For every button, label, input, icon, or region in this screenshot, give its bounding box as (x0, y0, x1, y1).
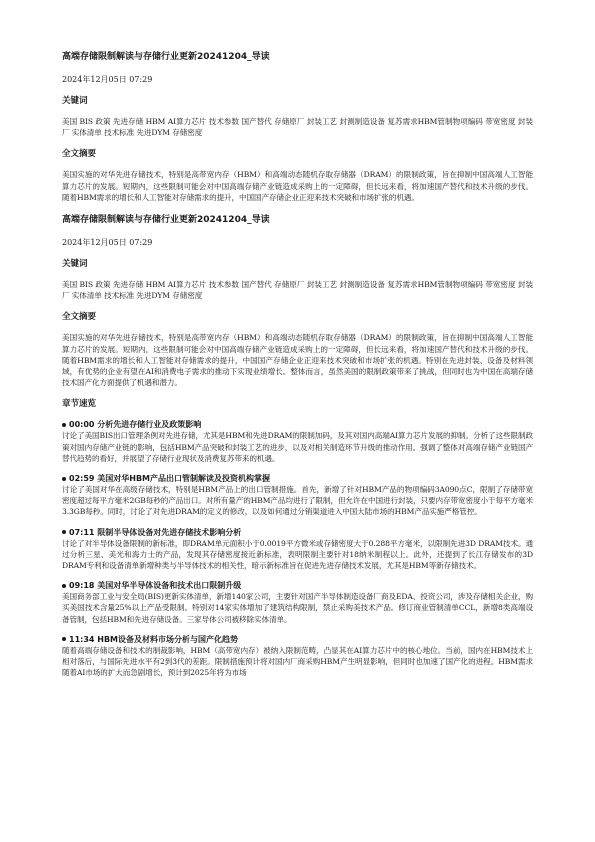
chapter-heading: 00:00 分析先进存储行业及政策影响 (69, 420, 202, 430)
chapter-text: 随着高端存储设备和技术的制裁影响，HBM（高带宽内存）被纳入限制范畴，凸显其在AI算力芯片中的核心地位。当前，国内在HBM技术上相对落后，与国际先进水平有2到3代的差距。限制措施预计将对国内厂商采购HBM产生明显影响，但同时也加速了国产化的进程。HBM需求随着AI市场的扩大而急剧增长，预计到2025年将为市场 (62, 645, 533, 678)
chapter-item (62, 473, 533, 518)
chapter-item (62, 527, 533, 572)
summary-text: 美国实施的对华先进存储技术，特别是高带宽内存（HBM）和高端动态随机存取存储器（DRAM）的限制政策，旨在抑制中国高端人工智能算力芯片的发展。短期内，这些限制可能会对中国高端存储产业链造成采购上的一定障碍，但长远来看，将加速国产替代和技术升级的步伐。随着HBM需求的增长和人工智能对存储需求的提升，中国国产存储企业正迎来技术突破和市场扩张的机遇。 (62, 170, 533, 202)
chapter-text: 讨论了美国BIS出口管理条例对先进存储，尤其是HBM和先进DRAM的限制加码，及其对国内高端AI算力芯片发展的抑制。分析了这些限制政策对国内存储产业链的影响，包括HBM产品突破和封装工艺的进步，以及对相关制造环节升级的推动作用。强调了整体对高端存储产业链国产替代趋势的看好，并展望了存储行业现状及消费复苏带来的机遇。 (62, 431, 533, 463)
chapter-item (62, 419, 533, 464)
document-title: 高端存储限制解读与存储行业更新20241204_导读 (62, 52, 270, 62)
bullet-icon (62, 477, 66, 481)
summary-label-repeat: 全文摘要 (62, 312, 97, 323)
chapter-item (62, 634, 533, 679)
chapter-heading: 11:34 HBM设备及材料市场分析与国产化趋势 (69, 634, 239, 644)
document-date: 2024年12月05日 07:29 (62, 75, 153, 84)
chapter-text: 讨论了美国对华在高级存储技术，特别是HBM产品上的出口管制措施。首先，新增了针对HBM产品的物项编码3A090点C，限制了存储带宽密度超过每平方毫米2GB每秒的产品出口。对所有量产的HBM产品均进行了限制，但允许在中国进行封装，只要内存带宽密度小于每平方毫米3.3GB每秒。同时，讨论了对先进DRAM的定义的修改，以及如何通过分销渠道进入中国大陆市场的HBM产品实施严格管控。 (62, 485, 533, 517)
keywords-label-repeat: 关键词 (62, 259, 88, 270)
document-title-repeat: 高端存储限制解读与存储行业更新20241204_导读 (62, 215, 270, 226)
chapter-heading: 02:59 美国对华HBM产品出口管制解读及投资机构掌握 (69, 474, 271, 484)
summary-label: 全文摘要 (62, 149, 97, 160)
chapters-label: 章节速览 (62, 399, 97, 410)
bullet-icon (62, 584, 66, 588)
chapter-item (62, 580, 533, 625)
keywords-text: 美国 BIS 政策 先进存储 HBM AI算力芯片 技术参数 国产替代 存储原厂 封装工艺 封测制造设备 复苏需求HBM管制物项编码 带宽密度 封装厂 实体清单 技术标准 先进DYM 存储密度 (62, 117, 533, 138)
bullet-icon (62, 530, 66, 534)
bullet-icon (62, 637, 66, 641)
chapter-list (62, 419, 533, 678)
keywords-label: 关键词 (62, 96, 88, 106)
chapter-text: 美国商务部工业与安全局(BIS)更新实体清单，新增140家公司，主要针对国产半导体制造设备厂商及EDA、投资公司，涉及存储相关企业，购买美国技术含量25%以上产品受限制。特别对14家实体增加了建筑结构限制，禁止采购美技术产品。修订商业管制清单CCL，新增8类高端设备管制，包括HBM和先进存储设备。三家导体公司被移除实体清单。 (62, 592, 533, 624)
chapter-heading: 07:11 限制半导体设备对先进存储技术影响分析 (69, 527, 242, 537)
keywords-text-repeat: 美国 BIS 政策 先进存储 HBM AI算力芯片 技术参数 国产替代 存储原厂 封装工艺 封测制造设备 复苏需求HBM管制物项编码 带宽密度 封装厂 实体清单 技术标准 先进DYM 存储密度 (62, 280, 533, 301)
bullet-icon (62, 423, 66, 427)
chapter-heading: 09:18 美国对华半导体设备和技术出口限制升级 (69, 581, 242, 591)
chapter-text: 讨论了对半导体设备限制的新标准，即DRAM单元面积小于0.0019平方微米或存储密度大于0.288平方毫米，以限制先进3D DRAM技术。通过分析三星、美光和海力士的产品，发现其存储密度接近新标准，表明限制主要针对18纳米制程以上。此外，还提到了长江存储发布的3D DRAM专利和设备清单新增种类与半导体技术的相关性，暗示新标准旨在促进先进存储技术发展，尤其是HBM等新存储技术。 (62, 538, 533, 571)
document-date-repeat: 2024年12月05日 07:29 (62, 238, 153, 248)
summary-text-repeat: 美国实施的对华先进存储技术，特别是高带宽内存（HBM）和高端动态随机存取存储器（DRAM）的限制政策，旨在抑制中国高端人工智能算力芯片的发展。短期内，这些限制可能会对中国高端存储产业链造成采购上的一定障碍，但长远来看，将加速国产替代和技术升级的步伐。随着HBM需求的增长和人工智能对存储需求的提升，中国国产存储企业正迎来技术突破和市场扩张的机遇。特别在先进封装、设备及材料领域，有优势的企业有望在AI和消费电子需求的推动下实现业绩增长。整体而言，虽然美国的限制政策带来了挑战，但同时也为中国在高端存储技术国产化方面提供了机遇和潜力。 (62, 333, 533, 388)
